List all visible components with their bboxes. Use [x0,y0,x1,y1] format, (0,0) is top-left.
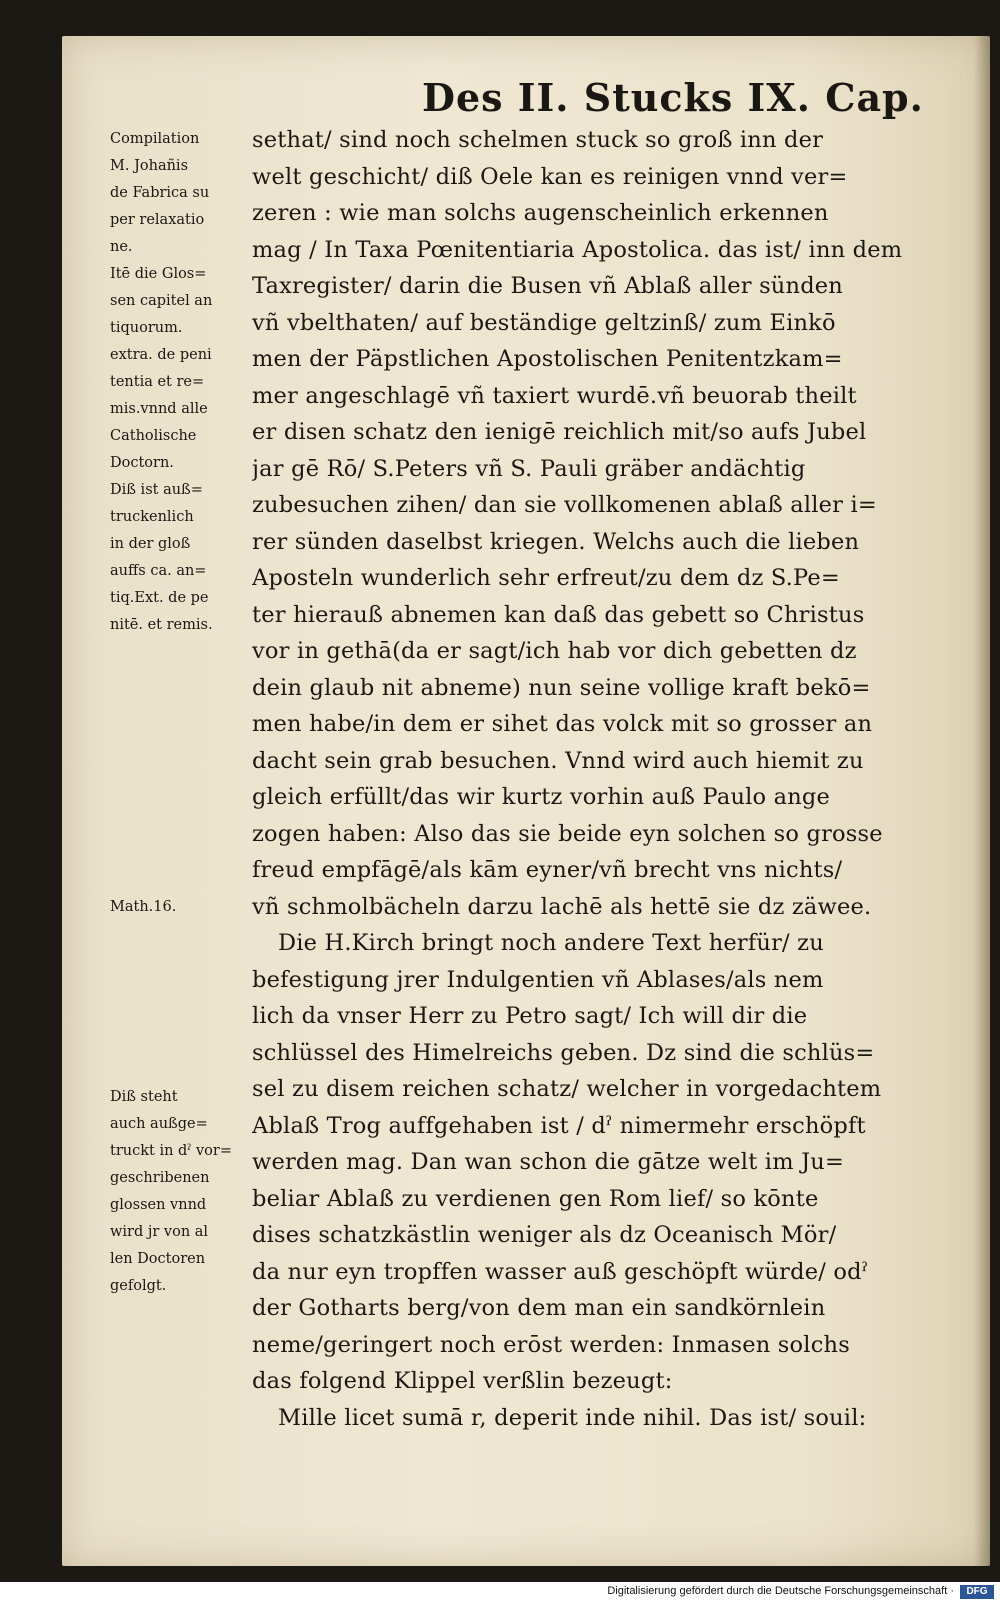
text-line: mag / In Taxa Pœnitentiaria Apostolica. das ist/ inn dem [252,236,903,263]
margin-note-line: tiquorum. [110,320,183,336]
margin-note-line: ne. [110,239,133,255]
digitization-footer [0,1582,1000,1603]
margin-note-line: auch außge= [110,1116,208,1132]
text-line: lich da vnser Herr zu Petro sagt/ Ich will dir die [252,1003,808,1029]
margin-note-line: extra. de peni [110,347,212,363]
text-line: neme/geringert noch erōst werden: Inmasen solchs [252,1331,850,1358]
text-line: sethat/ sind noch schelmen stuck so groß inn der [252,127,824,153]
running-head: Des II. Stucks IX. Cap. [422,75,924,120]
margin-note-line: Math.16. [110,899,177,915]
text-line: Taxregister/ darin die Busen vñ Ablaß aller sünden [252,273,844,299]
text-line: Ablaß Trog auffgehaben ist / dˀ nimermehr erschöpft [252,1112,866,1139]
margin-note-compilation [110,126,244,639]
text-line: vñ schmolbächeln darzu lachē als hettē sie dz zäwee. [252,893,872,920]
text-line: ter hierauß abnemen kan daß das gebett so Christus [252,601,865,628]
margin-note-line: Compilation [110,131,200,147]
page-gutter-shadow [974,36,990,1566]
margin-note-line: Catholische [110,428,197,444]
margin-note-line: per relaxatio [110,212,205,228]
margin-note-line: mis.vnnd alle [110,401,208,417]
margin-note-line: auffs ca. an= [110,563,207,579]
text-line: men habe/in dem er sihet das volck mit so grosser an [252,711,873,737]
margin-note-line: gefolgt. [110,1278,167,1294]
text-line: rer sünden daselbst kriegen. Welchs auch die lieben [252,528,860,555]
margin-note-line: tiq.Ext. de pe [110,590,209,606]
text-line: gleich erfüllt/das wir kurtz vorhin auß Paulo ange [252,784,831,810]
text-line: zubesuchen zihen/ dan sie vollkomenen ablaß aller i= [252,492,877,518]
margin-note-line: Doctorn. [110,455,174,471]
text-line: zeren : wie man solchs augenscheinlich erkennen [252,200,829,226]
text-line: jar gē Rō/ S.Peters vñ S. Pauli gräber andächtig [252,455,806,482]
margin-note-gloss [110,1084,244,1300]
margin-note-line: tentia et re= [110,374,205,390]
margin-note-line: len Doctoren [110,1251,206,1267]
margin-note-math [110,894,244,921]
text-line: Aposteln wunderlich sehr erfreut/zu dem dz S.Pe= [252,565,840,591]
margin-note-line: de Fabrica su [110,185,210,201]
text-line: der Gotharts berg/von dem man ein sandkörnlein [252,1295,826,1321]
margin-note-line: truckt in dˀ vor= [110,1143,232,1159]
text-line: befestigung jrer Indulgentien vñ Ablases/als nem [252,966,824,993]
margin-note-line: geschribenen [110,1170,210,1186]
margin-note-line: nitē. et remis. [110,617,213,633]
margin-note-line: in der gloß [110,536,191,552]
text-line: vñ vbelthaten/ auf beständige geltzinß/ zum Einkō [252,309,836,336]
text-line: schlüssel des Himelreichs geben. Dz sind die schlüs= [252,1039,875,1066]
margin-note-line: M. Johañis [110,158,189,174]
text-line: freud empfāgē/als kām eyner/vñ brecht vns nichts/ [252,857,843,883]
text-line: zogen haben: Also das sie beide eyn solchen so grosse [252,820,883,847]
main-text-block [252,122,962,1436]
text-line: Mille licet sumā r, deperit inde nihil. Das ist/ souil: [278,1404,867,1431]
text-line: das folgend Klippel verßlin bezeugt: [252,1368,673,1394]
text-line: dein glaub nit abneme) nun seine vollige kraft bekō= [252,674,871,701]
margin-note-line: sen capitel an [110,293,213,309]
text-line: sel zu disem reichen schatz/ welcher in vorgedachtem [252,1076,882,1102]
text-line: dacht sein grab besuchen. Vnnd wird auch hiemit zu [252,747,864,774]
text-line: er disen schatz den ienigē reichlich mit/so aufs Jubel [252,419,867,445]
margin-note-line: Itē die Glos= [110,266,207,282]
margin-note-line: Diß ist auß= [110,482,203,498]
text-line: werden mag. Dan wan schon die gātze welt im Ju= [252,1149,845,1175]
book-page [62,36,990,1566]
margin-note-line: Diß steht [110,1089,178,1105]
text-line: beliar Ablaß zu verdienen gen Rom lief/ so kōnte [252,1185,819,1212]
text-line: vor in gethā(da er sagt/ich hab vor dich gebetten dz [252,638,857,664]
text-line: dises schatzkästlin weniger als dz Oceanisch Mör/ [252,1222,837,1248]
dfg-logo: DFG [960,1585,994,1599]
margin-note-line: glossen vnnd [110,1197,207,1213]
margin-note-line: wird jr von al [110,1224,209,1240]
text-line: Die H.Kirch bringt noch andere Text herfür/ zu [278,930,824,956]
footer-credit: Digitalisierung gefördert durch die Deutsche Forschungsgemeinschaft · [607,1585,954,1597]
text-line: da nur eyn tropffen wasser auß geschöpft würde/ odˀ [252,1258,869,1285]
text-line: men der Päpstlichen Apostolischen Penitentzkam= [252,346,843,372]
margin-note-line: truckenlich [110,509,194,525]
text-line: welt geschicht/ diß Oele kan es reinigen vnnd ver= [252,163,848,190]
text-line: mer angeschlagē vñ taxiert wurdē.vñ beuorab theilt [252,382,857,409]
